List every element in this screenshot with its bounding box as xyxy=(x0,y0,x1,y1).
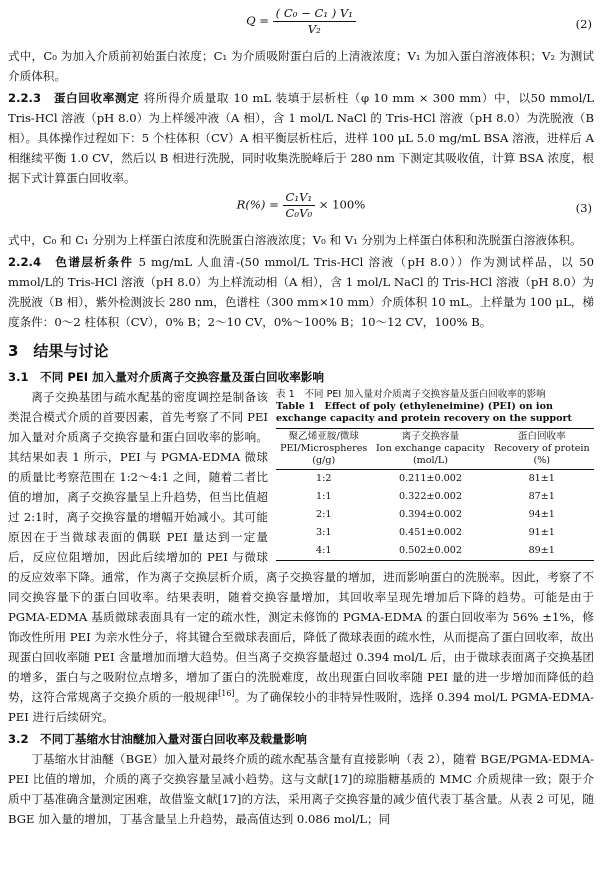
table-row: 1:1 0.322±0.002 87±1 xyxy=(315,491,555,502)
section-3-2-paragraph: 丁基缩水甘油醚（BGE）加入量对最终介质的疏水配基含量有直接影响（表 2），随着 BGE/PGMA-EDMA-PEI 比值的增加，介质的离子交换容量呈减小趋势。这与文献[17]的琼脂糖基质的 MMC 介质规律一致；限于介质中丁基准确含量测定困难，故借鉴文献[17]的方法，采用离子交换容量的减少值代表丁基含量。从表 2 可见，随 BGE 加入量的增加，丁基含量呈上升趋势，最高值达到 0.086 mol/L；同 xyxy=(8,752,594,826)
table-1 xyxy=(276,389,594,561)
paper-page xyxy=(8,4,594,829)
section-2-2-4-heading: 2.2.4 色谱层析条件 xyxy=(8,255,134,269)
section-3-1-heading: 3.1 不同 PEI 加入量对介质离子交换容量及蛋白回收率影响 xyxy=(8,370,324,384)
section-2-2-3-text: 将所得介质量取 10 mL 装填于层析柱（φ 10 mm × 300 mm）中，以50 mmol/L Tris-HCl 溶液（pH 8.0）为上样缓冲液（A 相），含 1 mol/L NaCl 的 Tris-HCl 溶液（pH 8.0）为洗脱液（B 相）。具体操作过程如下：5 个柱体积（CV）A 相平衡层析柱后，进样 100 μL 5.0 mg/mL BSA 溶液，进样后 A 相继续平衡 1.0 CV，然后以 B 相进行洗脱，同时收集洗脱峰后于 280 nm 下测定其吸收值，计算 BSA 浓度，根据下式计算蛋白回收率。 xyxy=(8,91,595,185)
eq2-number: (2) xyxy=(575,17,592,31)
table-1-header-capacity: 离子交换容量 Ion exchange capacity (mol/L) xyxy=(371,429,489,470)
equation-3 xyxy=(8,190,594,226)
table-1-grid xyxy=(276,428,594,561)
reference-16: [16] xyxy=(218,689,235,699)
eq3-definition: 式中，C₀ 和 C₁ 分别为上样蛋白浓度和洗脱蛋白溶液浓度；V₀ 和 V₁ 分别为上样蛋白体积和洗脱蛋白溶液体积。 xyxy=(8,233,582,247)
eq2-definition: 式中，C₀ 为加入介质前初始蛋白浓度；C₁ 为介质吸附蛋白后的上清液浓度；V₁ 为加入蛋白溶液体积；V₂ 为测试介质体积。 xyxy=(8,49,594,83)
section-3-title: 3 结果与讨论 xyxy=(8,342,109,360)
section-2-2-3-heading: 2.2.3 蛋白回收率测定 xyxy=(8,91,140,105)
section-3-2-heading: 3.2 不同丁基缩水甘油醚加入量对蛋白回收率及载量影响 xyxy=(8,732,307,746)
table-1-caption-cn: 表 1 不同 PEI 加入量对介质离子交换容量及蛋白回收率的影响 xyxy=(276,389,546,400)
table-row: 1:2 0.211±0.002 81±1 xyxy=(315,473,555,484)
eq3-tail: × 100% xyxy=(318,197,366,212)
table-1-header-recovery: 蛋白回收率 Recovery of protein (%) xyxy=(490,429,595,470)
section-3-1-paragraph: 离子交换基团与疏水配基的密度调控是制备该类混合模式介质的首要因素，首先考察了不同 PEI 加入量对介质离子交换容量和蛋白回收率的影响。其结果如表 1 所示，PEI 与 PGMA-EDMA 微球的质量比考察范围在 1:2～4:1 之间，随着二者比值的增加，离子交换容量呈上升趋势，但当比值超过 2:1时，离子交换容量的增幅开始减小。其可能原因在于当微球表面的偶联 PEI 量达到一定量后，反应位阻增加，因此后续增加的 PEI 与微球的反应效率下降。通常，作为离子交换层析介质，离子交换容量的增加，进而影响蛋白的洗脱率。因此，考察了不同交换容量下的蛋白回收率。结果表明，随着交换容量增加，其回收率呈现先增加后下降的趋势。可能是由于 PGMA-EDMA 基质微球表面具有一定的疏水性，测定未修饰的 PGMA-EDMA 的蛋白回收率为 56% ±1%，修饰改性所用 PEI 为亲水性分子，将其键合至微球表面后，降低了微球表面的疏水性，从而提高了蛋白回收率，故出现蛋白回收率随 PEI 含量增加而增大趋势。但当离子交换容量超过 0.394 mol/L 后，由于微球表面离子交换基团的增多，蛋白与之吸附位点增多，增加了蛋白的洗脱难度，故出现蛋白回收率随 PEI 量的进一步增加而降低的趋势，这符合常规离子交换介质的一般规律[16]。为了确保较小的非特异性吸附，选择 0.394 mol/L PGMA-EDMA-PEI 进行后续研究。 xyxy=(8,390,594,724)
eq3-lhs: R(%) = xyxy=(236,197,279,212)
eq2-denominator: V₂ xyxy=(307,22,321,36)
table-1-caption-en: Table 1 Effect of poly (ethyleneimine) (PEI) on ion exchange capacity and protein recovery on the support xyxy=(276,401,572,424)
table-row: 4:1 0.502±0.002 89±1 xyxy=(276,542,594,561)
eq3-numerator: C₁V₁ xyxy=(283,190,316,206)
section-3-1-body xyxy=(8,387,594,727)
eq2-lhs: Q = xyxy=(246,13,269,28)
eq3-number: (3) xyxy=(575,201,592,215)
table-row: 2:1 0.394±0.002 94±1 xyxy=(315,509,555,520)
eq2-numerator: ( C₀ − C₁ ) V₁ xyxy=(273,6,356,22)
table-1-caption xyxy=(276,389,594,425)
eq2-fraction xyxy=(273,6,356,37)
equation-2 xyxy=(8,6,594,42)
table-1-header-ratio: 聚乙烯亚胺/微球 PEI/Microspheres (g/g) xyxy=(276,429,371,470)
table-row: 3:1 0.451±0.002 91±1 xyxy=(315,527,555,538)
eq3-denominator: C₀V₀ xyxy=(285,206,313,220)
eq3-fraction xyxy=(283,190,316,221)
section-2-2-4-text: 5 mg/mL 人血清-(50 mmol/L Tris-HCl 溶液（pH 8.0））作为测试样品，以 50 mmol/L的 Tris-HCl 溶液（pH 8.0）为上样流动相（A 相），含 1 mol/L NaCl 的 Tris-HCl 溶液（pH 8.0）为洗脱液（B 相），紫外检测波长 280 nm，色谱柱（300 mm×10 mm）介质体积 10 mL。上样量为 100 μL，梯度条件：0～2 柱体积（CV），0% B；2～10 CV，0%～100% B；10～12 CV，100% B。 xyxy=(8,255,595,329)
